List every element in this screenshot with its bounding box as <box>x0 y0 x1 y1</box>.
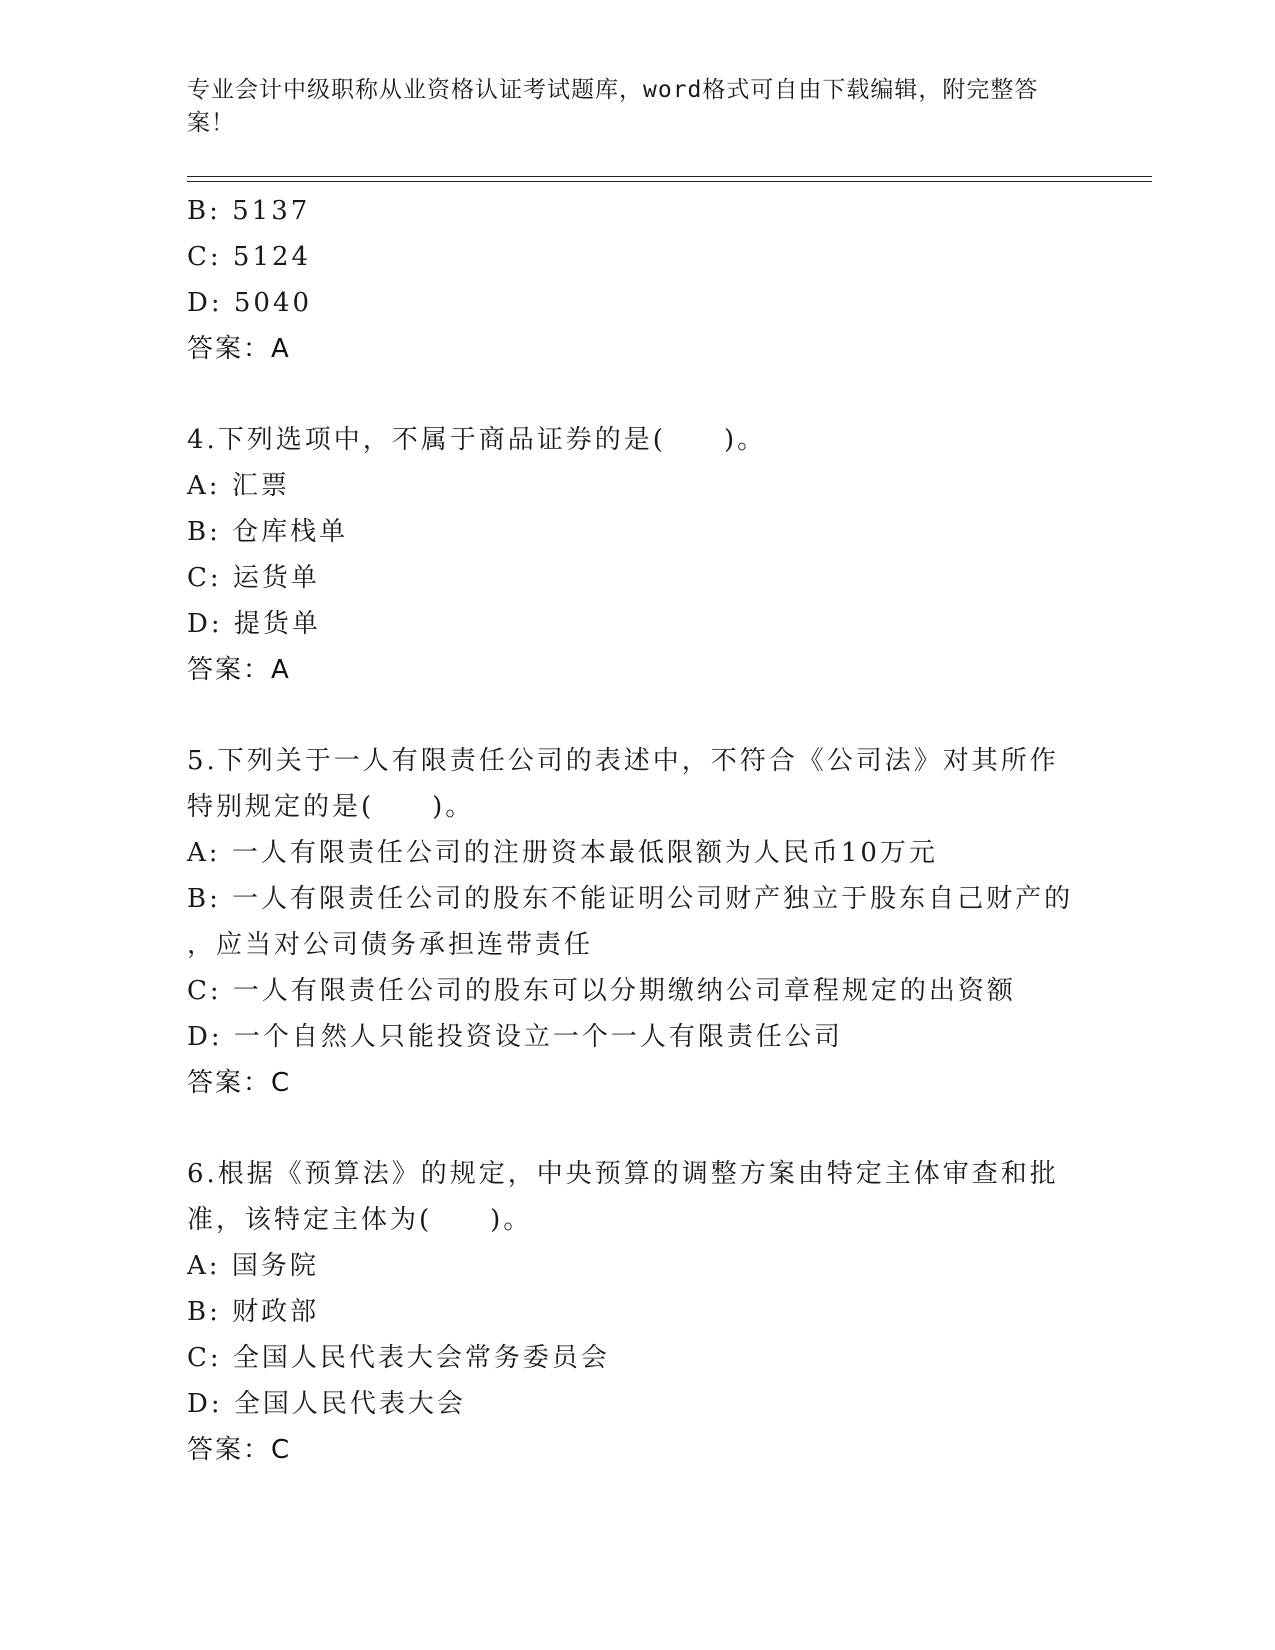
answer-line: 答案：C <box>187 1435 292 1465</box>
option-c: C: 5124 <box>187 242 312 272</box>
option-a: A: 汇票 <box>187 471 290 501</box>
option-b: B: 5137 <box>187 196 311 226</box>
question-6 <box>187 1151 1087 1473</box>
document-header: 专业会计中级职称从业资格认证考试题库，word格式可自由下载编辑，附完整答案！ <box>187 77 1039 136</box>
option-d: D: 一个自然人只能投资设立一个一人有限责任公司 <box>187 1022 843 1052</box>
question-content <box>187 188 1087 1473</box>
question-3-tail <box>187 188 1087 372</box>
option-c: C: 全国人民代表大会常务委员会 <box>187 1343 610 1373</box>
option-b-continuation: ，应当对公司债务承担连带责任 <box>187 930 594 960</box>
option-b: B: 财政部 <box>187 1297 320 1327</box>
answer-line: 答案：A <box>187 655 291 685</box>
answer-line: 答案：C <box>187 1068 292 1098</box>
spacer <box>187 372 1087 417</box>
option-c: C: 运货单 <box>187 563 320 593</box>
header-divider-bottom <box>187 181 1152 182</box>
question-text-line-1: 5.下列关于一人有限责任公司的表述中，不符合《公司法》对其所作 <box>187 746 1059 776</box>
option-d: D: 全国人民代表大会 <box>187 1389 466 1419</box>
question-4 <box>187 417 1087 693</box>
option-b: B: 一人有限责任公司的股东不能证明公司财产独立于股东自己财产的 <box>187 884 1074 914</box>
spacer <box>187 1106 1087 1151</box>
option-a: A: 国务院 <box>187 1251 319 1281</box>
answer-line: 答案：A <box>187 334 291 364</box>
spacer <box>187 693 1087 738</box>
question-text-line-2: 特别规定的是( )。 <box>187 792 475 822</box>
option-a: A: 一人有限责任公司的注册资本最低限额为人民币10万元 <box>187 838 938 868</box>
question-text: 4.下列选项中，不属于商品证券的是( )。 <box>187 425 767 455</box>
option-b: B: 仓库栈单 <box>187 517 349 547</box>
header-divider-top <box>187 176 1152 177</box>
question-text-line-2: 准，该特定主体为( )。 <box>187 1205 533 1235</box>
option-c: C: 一人有限责任公司的股东可以分期缴纳公司章程规定的出资额 <box>187 976 1016 1006</box>
question-5 <box>187 738 1087 1106</box>
question-text-line-1: 6.根据《预算法》的规定，中央预算的调整方案由特定主体审查和批 <box>187 1159 1059 1189</box>
option-d: D: 提货单 <box>187 609 321 639</box>
option-d: D: 5040 <box>187 288 313 318</box>
